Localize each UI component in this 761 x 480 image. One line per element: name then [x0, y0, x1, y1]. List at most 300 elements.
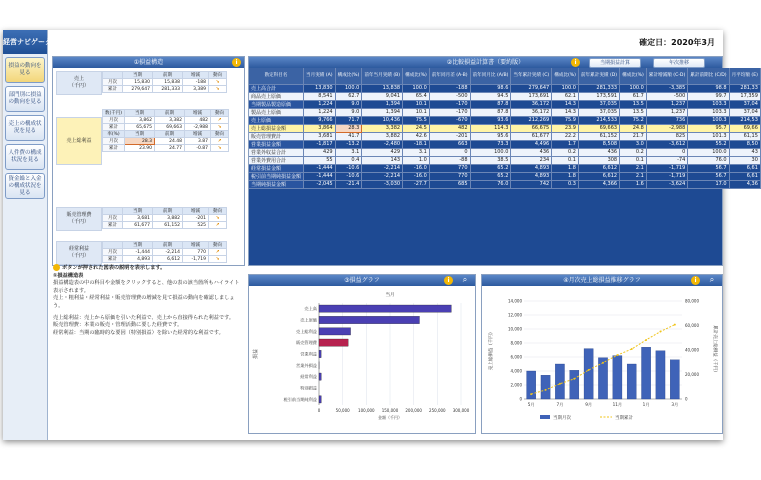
col-header: 勘定科目名: [249, 68, 304, 84]
info-icon[interactable]: i: [444, 276, 453, 285]
bar: [319, 316, 419, 323]
table-cell: 0.1: [552, 156, 579, 164]
table-cell: 1,237: [646, 108, 687, 116]
table-row[interactable]: 月次 3,862 3,382 482 ↗: [103, 117, 229, 124]
table-cell: 21.7: [620, 132, 647, 140]
panel-title: ①損益構造: [133, 59, 164, 66]
account-name-cell: 商品売上原価: [249, 92, 304, 100]
table-cell: 76.0: [688, 156, 729, 164]
category-label: 経常利益: [300, 374, 317, 380]
table-row[interactable]: [249, 172, 760, 180]
sga-name[interactable]: 販売管理費 （千円）: [56, 207, 102, 231]
cumulative-point: [616, 354, 618, 356]
legend-label: 当期累計: [615, 416, 633, 421]
table-cell: -2,045: [304, 180, 336, 188]
yearly-trend-button[interactable]: 年次推移: [653, 58, 705, 68]
col-header: 前年累計実績 (D): [578, 68, 619, 84]
table-cell: 3,681: [304, 132, 336, 140]
cumulative-point: [674, 324, 676, 326]
table-cell: 436: [511, 148, 552, 156]
account-name-cell: 営業損益金額: [249, 140, 304, 148]
table-cell: -3,624: [646, 180, 687, 188]
description-panel: [51, 262, 245, 432]
panel-title: ④月次売上総損益推移グラフ: [563, 277, 641, 284]
table-cell: 75.2: [620, 116, 647, 124]
sidebar-item-cashflow[interactable]: 資金繰と入金の構成状況を見る: [5, 173, 45, 199]
table-cell: 214,53: [729, 116, 760, 124]
account-name-cell: 売上高合計: [249, 84, 304, 92]
trend-arrow-icon: ↗: [211, 117, 229, 124]
col-header: 構成比(%): [620, 68, 647, 84]
x-axis-label: 金額（千円）: [378, 415, 402, 420]
table-row[interactable]: [249, 140, 760, 148]
table-row[interactable]: 月次 15,830 15,838 -188 ↘: [103, 79, 227, 86]
account-name-cell: 製品売上原価: [249, 108, 304, 116]
trend-arrow-icon: ↘: [209, 256, 227, 263]
x-tick-label: 50,000: [335, 408, 350, 413]
table-cell: 62.1: [552, 92, 579, 100]
table-cell: 71.7: [335, 116, 362, 124]
cumulative-point: [631, 348, 633, 350]
table-cell: 736: [646, 116, 687, 124]
category-label: 営業外損益: [296, 362, 317, 368]
col-header: 前期: [153, 72, 183, 79]
bar: [670, 360, 679, 399]
table-cell: 663: [429, 140, 470, 148]
table-cell: 103.3: [688, 100, 729, 108]
info-icon[interactable]: i: [571, 58, 580, 67]
table-cell: 3,882: [362, 132, 403, 140]
table-cell: 65.2: [470, 164, 511, 172]
income-statement-panel: [248, 56, 758, 266]
trend-arrow-icon: ↗: [209, 249, 227, 256]
x-tick-label: 9月: [585, 402, 593, 407]
x-tick-label: 250,000: [429, 408, 446, 413]
table-cell: 1.8: [552, 172, 579, 180]
bar: [555, 364, 564, 399]
gross-profit-name[interactable]: 売上総利益: [56, 117, 102, 165]
sga-block: 販売管理費 （千円） 当期 前期 増減 動向 月次 3,681 3,882 -201 ↘ 累計 61,677 61,152 525 ↗: [56, 207, 246, 231]
y-tick-label: 14,000: [508, 298, 522, 304]
account-name-cell: 当期純損益金額: [249, 180, 304, 188]
table-cell: 69,66: [729, 124, 760, 132]
category-label: 販売管理費: [296, 340, 317, 346]
category-label: 営業利益: [300, 351, 317, 357]
bar: [319, 373, 321, 380]
table-cell: 1.8: [552, 164, 579, 172]
y2-tick-label: 80,000: [685, 298, 699, 304]
table-cell: 3,864: [304, 124, 336, 132]
table-cell: 14.3: [552, 100, 579, 108]
bar: [319, 305, 451, 312]
table-cell: 22.2: [552, 132, 579, 140]
table-cell: 1.0: [403, 156, 430, 164]
zoom-icon[interactable]: ⌕: [709, 275, 715, 284]
table-cell: 9.0: [335, 108, 362, 116]
bar: [319, 350, 321, 357]
table-cell: 36,172: [511, 100, 552, 108]
table-row[interactable]: 月次 28.3 24.48 3.87 ↗: [103, 138, 229, 145]
table-cell: 95.6: [470, 132, 511, 140]
table-row[interactable]: [249, 84, 760, 92]
table-cell: 37,04: [729, 108, 760, 116]
table-cell: 173,591: [578, 92, 619, 100]
table-cell: 37,035: [578, 108, 619, 116]
table-cell: 73.3: [470, 140, 511, 148]
x-tick-label: 300,000: [452, 408, 470, 413]
table-cell: 1,224: [304, 100, 336, 108]
table-row[interactable]: [249, 164, 760, 172]
table-cell: 482: [429, 124, 470, 132]
table-cell: -1,719: [646, 172, 687, 180]
table-cell: 8,541: [304, 92, 336, 100]
cumulative-point: [530, 393, 532, 395]
ordinary-profit-name[interactable]: 経常利益 （千円）: [56, 241, 102, 265]
table-row[interactable]: [249, 92, 760, 100]
ordinary-profit-block: 経常利益 （千円） 当期 前期 増減 動向 月次 -1,444 -2,214 770 ↗ 累計 4,893 6,612 -1,719 ↘: [56, 241, 246, 265]
table-row[interactable]: [249, 116, 760, 124]
table-cell: 55: [304, 156, 336, 164]
table-cell: -188: [429, 84, 470, 92]
table-cell: 101.3: [688, 132, 729, 140]
cumulative-point: [588, 369, 590, 371]
bar: [319, 339, 348, 346]
table-row[interactable]: 累計 279,647 281,333 3,389 ↘: [103, 86, 227, 93]
table-cell: 14.3: [552, 108, 579, 116]
table-row[interactable]: [249, 132, 760, 140]
table-cell: -74: [646, 156, 687, 164]
table-cell: 214,533: [578, 116, 619, 124]
table-cell: -13.2: [335, 140, 362, 148]
table-row[interactable]: [249, 100, 760, 108]
description-line: 損益構造表の中の科目や金額をクリックすると、他の表の該当箇所もハイライト表示されます。: [53, 280, 240, 294]
table-row[interactable]: [249, 148, 760, 156]
description-line: 売上総利益：売上から原価を引いた利益で、売上から直接得られた利益です。: [53, 314, 235, 321]
trend-arrow-icon: ↗: [211, 138, 229, 145]
table-cell: 61,677: [511, 132, 552, 140]
table-cell: 2.1: [620, 164, 647, 172]
table-cell: 308: [578, 156, 619, 164]
sidebar-item-labor-cost[interactable]: 人件費の構成状況を見る: [5, 144, 45, 170]
table-cell: 0: [429, 148, 470, 156]
table-cell: -10.6: [335, 172, 362, 180]
col-header: 前年同月比 (A/B): [470, 68, 511, 84]
bar: [641, 347, 650, 399]
description-line: 販売管理費：本業の販売・管理活動に要した経費です。: [53, 322, 183, 329]
table-cell: 4,496: [511, 140, 552, 148]
legend-label: 当期月次: [553, 416, 571, 421]
trend-arrow-icon: ↘: [209, 86, 227, 93]
table-cell: 10.1: [403, 108, 430, 116]
x-tick-label: 150,000: [381, 408, 399, 413]
table-cell: 87.8: [470, 100, 511, 108]
table-cell: 69,663: [578, 124, 619, 132]
bar: [627, 364, 636, 399]
table-cell: 429: [362, 148, 403, 156]
x-tick-label: 100,000: [358, 408, 375, 413]
account-name-cell: 営業外収益合計: [249, 148, 304, 156]
account-name-cell: 売上原価: [249, 116, 304, 124]
table-row[interactable]: 累計 4,893 6,612 -1,719 ↘: [103, 256, 227, 263]
bar: [319, 328, 351, 335]
table-cell: 93.6: [470, 116, 511, 124]
table-row[interactable]: 累計 61,677 61,152 525 ↗: [103, 222, 227, 229]
account-name-cell: 当期製品製造原価: [249, 100, 304, 108]
table-cell: 24.8: [620, 124, 647, 132]
table-cell: 279,647: [511, 84, 552, 92]
income-statement-table: [249, 68, 761, 189]
table-cell: 100.0: [688, 148, 729, 156]
table-cell: 1,237: [646, 100, 687, 108]
y-tick-label: 10,000: [508, 326, 522, 332]
table-cell: 100.0: [335, 84, 362, 92]
table-cell: 173,691: [511, 92, 552, 100]
table-cell: 61,152: [578, 132, 619, 140]
table-cell: 2.1: [620, 172, 647, 180]
table-cell: 4,893: [511, 164, 552, 172]
table-cell: -500: [646, 92, 687, 100]
table-cell: 103.3: [688, 108, 729, 116]
col-header: 前年当月実績 (B): [362, 68, 403, 84]
x-tick-label: 7月: [556, 402, 564, 407]
cumulative-point: [659, 331, 661, 333]
table-row[interactable]: [249, 124, 760, 132]
table-cell: -3,385: [646, 84, 687, 92]
sales-name[interactable]: 売上 （千円）: [56, 71, 102, 95]
table-cell: 43: [729, 148, 760, 156]
table-cell: 4,893: [511, 172, 552, 180]
table-cell: 3,382: [362, 124, 403, 132]
table-cell: 0.4: [335, 156, 362, 164]
table-row[interactable]: [249, 108, 760, 116]
category-label: 売上総利益: [296, 328, 317, 334]
table-cell: -1,444: [304, 172, 336, 180]
cumulative-point: [559, 383, 561, 385]
y-tick-label: 0: [519, 396, 522, 402]
table-cell: 100.0: [470, 148, 511, 156]
sidebar-item-sales-composition[interactable]: 売上の構成状況を見る: [5, 115, 45, 141]
table-cell: -88: [429, 156, 470, 164]
table-cell: 13.5: [620, 108, 647, 116]
table-cell: 100.0: [620, 84, 647, 92]
table-cell: 212,269: [511, 116, 552, 124]
category-label: 売上原価: [300, 317, 317, 323]
profit-chart-panel: [248, 274, 476, 434]
col-header: 構成比(%): [552, 68, 579, 84]
table-cell: -16.0: [403, 172, 430, 180]
table-cell: -170: [429, 100, 470, 108]
table-cell: 6,61: [729, 172, 760, 180]
table-cell: 770: [429, 172, 470, 180]
table-row[interactable]: 累計 23.90 24.77 -0.87 ↘: [103, 145, 229, 152]
table-cell: 114.3: [470, 124, 511, 132]
profit-structure-panel: [52, 56, 245, 266]
table-cell: 742: [511, 180, 552, 188]
table-cell: 13.5: [620, 100, 647, 108]
table-cell: 55.2: [688, 140, 729, 148]
cumulative-point: [545, 389, 547, 391]
col-header: 増減: [183, 72, 209, 79]
panel-header: [53, 57, 244, 68]
gross-profit-block: 売上総利益 数(千円) 当期 前期 増減 動向 月次 3,862 3,382 482 ↗ 累計 65,675 69,663 -2,988 ↘ 率(%) 当期 前期 増減 動向 月次 28.3 24.48 3.87 ↗ 累計 23.90 24.77 -0.87 ↘: [56, 109, 246, 157]
table-cell: 825: [646, 132, 687, 140]
y2-tick-label: 40,000: [685, 347, 699, 353]
table-cell: -1,719: [646, 164, 687, 172]
table-cell: 24.5: [403, 124, 430, 132]
y-tick-label: 12,000: [508, 312, 522, 318]
table-cell: 56.7: [688, 172, 729, 180]
table-cell: 66,675: [511, 124, 552, 132]
table-cell: 3.1: [403, 148, 430, 156]
trend-arrow-icon: ↘: [211, 145, 229, 152]
table-cell: -500: [429, 92, 470, 100]
bar: [541, 375, 550, 399]
x-tick-label: 0: [317, 408, 321, 413]
col-header: 月平均額 (E): [729, 68, 760, 84]
table-row[interactable]: 月次 3,681 3,882 -201 ↘: [103, 215, 227, 222]
x-tick-label: 1月: [642, 402, 650, 407]
table-cell: 0.2: [620, 148, 647, 156]
table-cell: 37,04: [729, 100, 760, 108]
table-cell: 99.7: [688, 92, 729, 100]
table-cell: 6,612: [578, 172, 619, 180]
table-cell: -2,214: [362, 172, 403, 180]
monthly-gross-combo-chart: [482, 287, 722, 434]
table-row[interactable]: 月次 -1,444 -2,214 770 ↗: [103, 249, 227, 256]
monthly-statement-button[interactable]: 当期損益計算: [589, 58, 641, 68]
trend-arrow-icon: ↘: [209, 215, 227, 222]
table-cell: 281,333: [578, 84, 619, 92]
panel-header: [249, 57, 722, 68]
table-cell: -21.4: [335, 180, 362, 188]
table-cell: -1,444: [304, 164, 336, 172]
col-header: 動向: [209, 72, 227, 79]
bar: [584, 349, 593, 399]
account-name-cell: 営業外費用合計: [249, 156, 304, 164]
table-cell: 61.7: [620, 92, 647, 100]
table-row[interactable]: [249, 156, 760, 164]
table-cell: 234: [511, 156, 552, 164]
table-row[interactable]: [249, 180, 760, 188]
y-tick-label: 6,000: [510, 354, 522, 360]
y-tick-label: 4,000: [510, 368, 522, 374]
table-cell: -670: [429, 116, 470, 124]
category-label: 売上高: [304, 306, 317, 312]
col-header: 当月実績 (A): [304, 68, 336, 84]
table-cell: 6,612: [578, 164, 619, 172]
y-tick-label: 2,000: [510, 382, 522, 388]
account-name-cell: 売上総損益金額: [249, 124, 304, 132]
table-cell: -1,817: [304, 140, 336, 148]
table-cell: 37,035: [578, 100, 619, 108]
table-cell: 23.9: [552, 124, 579, 132]
table-cell: 36,172: [511, 108, 552, 116]
col-header: 当期: [123, 72, 153, 79]
table-cell: 1,394: [362, 100, 403, 108]
table-cell: -2,214: [362, 164, 403, 172]
panel-header: [249, 275, 475, 286]
table-cell: 1,394: [362, 108, 403, 116]
y2-tick-label: 60,000: [685, 323, 699, 328]
bar: [570, 370, 579, 399]
table-cell: -27.7: [403, 180, 430, 188]
table-cell: 100.0: [552, 84, 579, 92]
table-cell: 10,436: [362, 116, 403, 124]
table-cell: 100.0: [403, 84, 430, 92]
table-cell: -16.0: [403, 164, 430, 172]
table-cell: 3.1: [335, 148, 362, 156]
table-cell: 0.1: [620, 156, 647, 164]
zoom-icon[interactable]: ⌕: [462, 275, 468, 284]
table-cell: 87.8: [470, 108, 511, 116]
table-cell: 75.9: [552, 116, 579, 124]
category-label: 税引前当期純利益: [283, 396, 317, 402]
table-cell: 13,838: [362, 84, 403, 92]
col-header: 前年同月差 (A-B): [429, 68, 470, 84]
table-cell: 8,50: [729, 140, 760, 148]
table-cell: 17,359: [729, 92, 760, 100]
closing-date-label: 確定日：2020年3月: [639, 38, 715, 47]
account-name-cell: 経常損益金額: [249, 164, 304, 172]
table-cell: -3,030: [362, 180, 403, 188]
table-cell: 9,766: [304, 116, 336, 124]
y-axis-right-label: 累計売上総損益（千円）: [712, 325, 717, 375]
table-cell: 38.5: [470, 156, 511, 164]
table-cell: 0.3: [552, 180, 579, 188]
sidebar-item-profit-trend[interactable]: 損益の動向を見る: [5, 57, 45, 83]
table-cell: 770: [429, 164, 470, 172]
info-icon[interactable]: i: [691, 276, 700, 285]
trend-arrow-icon: ↗: [209, 222, 227, 229]
table-cell: -3,612: [646, 140, 687, 148]
legend-swatch-monthly: [540, 415, 550, 419]
category-label: 特別損益: [300, 385, 317, 391]
info-icon[interactable]: i: [232, 58, 241, 67]
description-title: ボタンが押された図表の説明を表示します。: [62, 265, 166, 271]
table-cell: 56.7: [688, 164, 729, 172]
table-cell: 61,15: [729, 132, 760, 140]
account-name-cell: 税引前当期純損益金額: [249, 172, 304, 180]
y-tick-label: 8,000: [510, 340, 522, 346]
y2-tick-label: 20,000: [685, 372, 699, 377]
table-cell: 10.1: [403, 100, 430, 108]
table-cell: 0.2: [552, 148, 579, 156]
table-cell: 143: [362, 156, 403, 164]
table-cell: 62.7: [335, 92, 362, 100]
table-cell: -201: [429, 132, 470, 140]
table-cell: 436: [578, 148, 619, 156]
x-tick-label: 200,000: [405, 408, 422, 413]
y-axis-left-label: 売上総損益（千円）: [489, 329, 494, 371]
col-header: 構成比(%): [335, 68, 362, 84]
col-header: 累計増減額 (C-D): [646, 68, 687, 84]
sidebar-item-department-trend[interactable]: 部門別に損益の動向を見る: [5, 86, 45, 112]
col-header: 当年累計実績 (C): [511, 68, 552, 84]
table-cell: 98.6: [470, 84, 511, 92]
table-cell: 95.7: [688, 124, 729, 132]
table-cell: 28.3: [335, 124, 362, 132]
table-row[interactable]: 累計 65,675 69,663 -2,988 ↘: [103, 124, 229, 131]
table-cell: 1.6: [620, 180, 647, 188]
table-cell: 13,830: [304, 84, 336, 92]
table-cell: 65.2: [470, 172, 511, 180]
table-cell: 42.6: [403, 132, 430, 140]
table-cell: 281,33: [729, 84, 760, 92]
monthly-gross-chart-panel: [481, 274, 723, 434]
table-cell: 3.0: [620, 140, 647, 148]
y-axis-label: 損益: [253, 348, 259, 360]
sales-block: [56, 71, 246, 95]
